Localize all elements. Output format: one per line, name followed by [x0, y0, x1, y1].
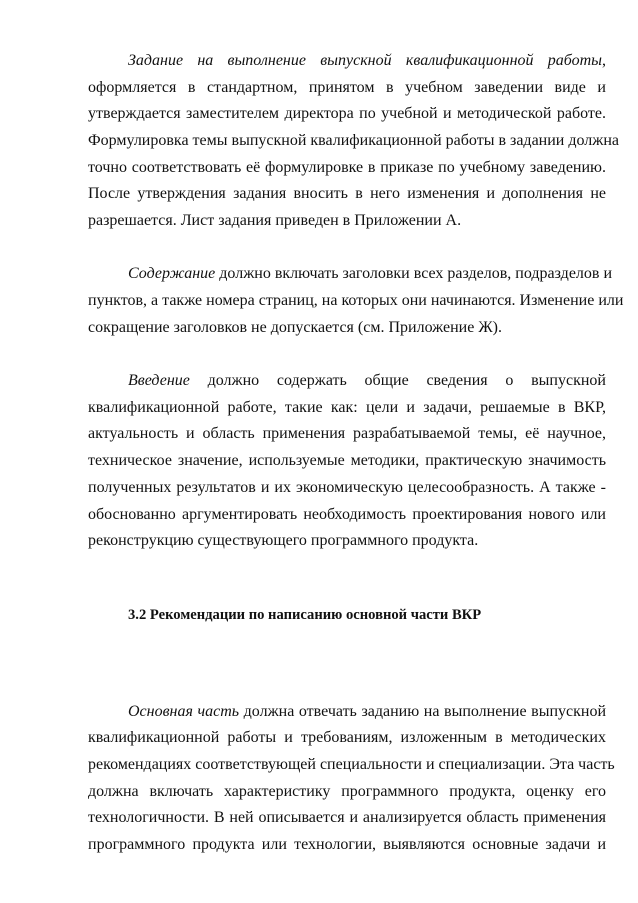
emphasis-term: Задание на выполнение выпускной квалификационной работы	[128, 52, 602, 69]
text-line: сокращение заголовков не допускается (см. Приложение Ж).	[88, 318, 502, 336]
text-line: актуальность и область применения разрабатываемой темы, её научное,	[88, 425, 606, 443]
text-line: разрешается. Лист задания приведен в Приложении А.	[88, 212, 462, 230]
text-line: Задание на выполнение выпускной квалификационной работы,	[128, 52, 606, 69]
text-line: Формулировка темы выпускной квалификационной работы в задании должна	[88, 132, 619, 150]
text-line: утверждается заместителем директора по учебной и методической работе.	[88, 105, 606, 123]
section-heading: 3.2 Рекомендации по написанию основной части ВКР	[128, 606, 482, 623]
text-line: рекомендациях соответствующей специальности и специализации. Эта часть	[88, 755, 615, 773]
text-line: После утверждения задания вносить в него изменения и дополнения не	[88, 185, 606, 203]
emphasis-term: Основная часть	[128, 702, 240, 720]
emphasis-term: Содержание	[128, 265, 216, 283]
text-line: оформляется в стандартном, принятом в учебном заведении виде и	[88, 78, 606, 96]
text-line: технологичности. В ней описывается и анализируется область применения	[88, 809, 606, 827]
text-line: полученных результатов и их экономическую целесообразность. А также -	[88, 478, 606, 496]
paragraph-assignment	[88, 52, 619, 239]
text-line: Основная часть должна отвечать заданию на выполнение выпускной	[128, 702, 607, 720]
paragraph-contents	[88, 265, 624, 345]
text-line: программного продукта или технологии, выявляются основные задачи и	[88, 836, 606, 854]
text-line: Введение должно содержать общие сведения о выпускной	[128, 372, 606, 390]
text-line: реконструкцию существующего программного продукта.	[88, 532, 479, 550]
paragraph-main-part	[88, 702, 615, 863]
document-page	[88, 52, 624, 863]
text-line: квалификационной работе, такие как: цели и задачи, решаемые в ВКР,	[88, 398, 606, 416]
text-line: Содержание должно включать заголовки всех разделов, подразделов и	[128, 265, 613, 283]
text-line: должна включать характеристику программного продукта, оценку его	[88, 782, 606, 800]
text-line: пунктов, а также номера страниц, на которых они начинаются. Изменение или	[88, 292, 624, 310]
text-line: техническое значение, используемые методики, практическую значимость	[88, 452, 606, 470]
text-line: квалификационной работы и требованиям, изложенным в методических	[88, 729, 606, 747]
text-line: обоснованно аргументировать необходимость проектирования нового или	[88, 505, 606, 523]
emphasis-term: Введение	[128, 372, 190, 390]
paragraph-introduction	[88, 372, 606, 559]
text-line: точно соответствовать её формулировке в приказе по учебному заведению.	[88, 158, 606, 176]
